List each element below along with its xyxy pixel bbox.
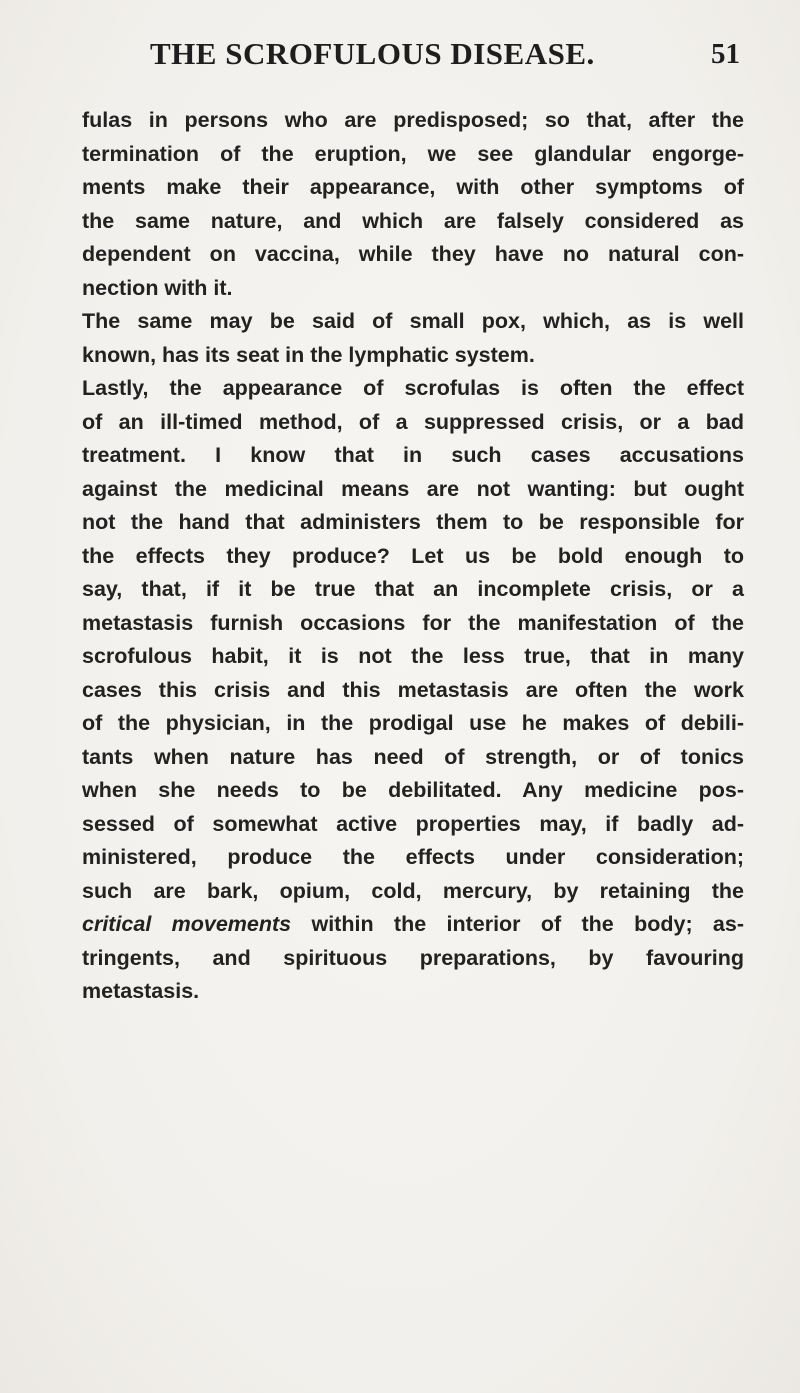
text-line: nection with it. [82, 275, 233, 300]
text-line: say, that, if it be true that an incomplete crisis, or a [82, 577, 744, 601]
text-line: ments make their appearance, with other symptoms of [82, 175, 744, 199]
text-line: against the medicinal means are not wanting: but ought [82, 476, 744, 501]
text-line: metastasis furnish occasions for the manifestation of the [82, 610, 744, 635]
text-line: when she needs to be debilitated. Any medicine pos- [82, 778, 744, 802]
text-line: treatment. I know that in such cases accusations [82, 443, 744, 467]
body-text [82, 104, 744, 1009]
text-line: fulas in persons who are predisposed; so that, after the [82, 108, 744, 132]
text-line: tants when nature has need of strength, or of tonics [82, 744, 744, 769]
text-line: dependent on vaccina, while they have no natural con- [82, 242, 744, 266]
text-line: of the physician, in the prodigal use he makes of debili- [82, 711, 744, 735]
text-line: sessed of somewhat active properties may, if badly ad- [82, 811, 744, 836]
text-line: of an ill-timed method, of a suppressed crisis, or a bad [82, 409, 744, 434]
text-line: cases this crisis and this metastasis are often the work [82, 677, 744, 702]
emphasis-critical-movements: critical movements [82, 912, 292, 936]
text-line: The same may be said of small pox, which, as is well [82, 309, 744, 333]
text-line: the same nature, and which are falsely considered as [82, 208, 744, 233]
text-line: tringents, and spirituous preparations, by favouring [82, 945, 744, 970]
page-header [150, 36, 750, 80]
text-line-rest: within the interior of the body; as- [311, 912, 745, 936]
text-line: termination of the eruption, we see glandular engorge- [82, 141, 744, 166]
text-line: such are bark, opium, cold, mercury, by retaining the [82, 878, 744, 903]
text-line: not the hand that administers them to be responsible for [82, 510, 744, 534]
text-line: metastasis. [82, 979, 200, 1003]
text-line: the effects they produce? Let us be bold enough to [82, 543, 744, 568]
text-line: scrofulous habit, it is not the less true, that in many [82, 644, 744, 668]
text-line: ministered, produce the effects under consideration; [82, 845, 744, 869]
running-title: THE SCROFULOUS DISEASE. [150, 36, 595, 71]
page-number: 51 [711, 38, 740, 70]
text-line: known, has its seat in the lymphatic system. [82, 342, 535, 367]
text-line: Lastly, the appearance of scrofulas is often the effect [82, 376, 744, 400]
text-line-with-emphasis [82, 908, 744, 942]
